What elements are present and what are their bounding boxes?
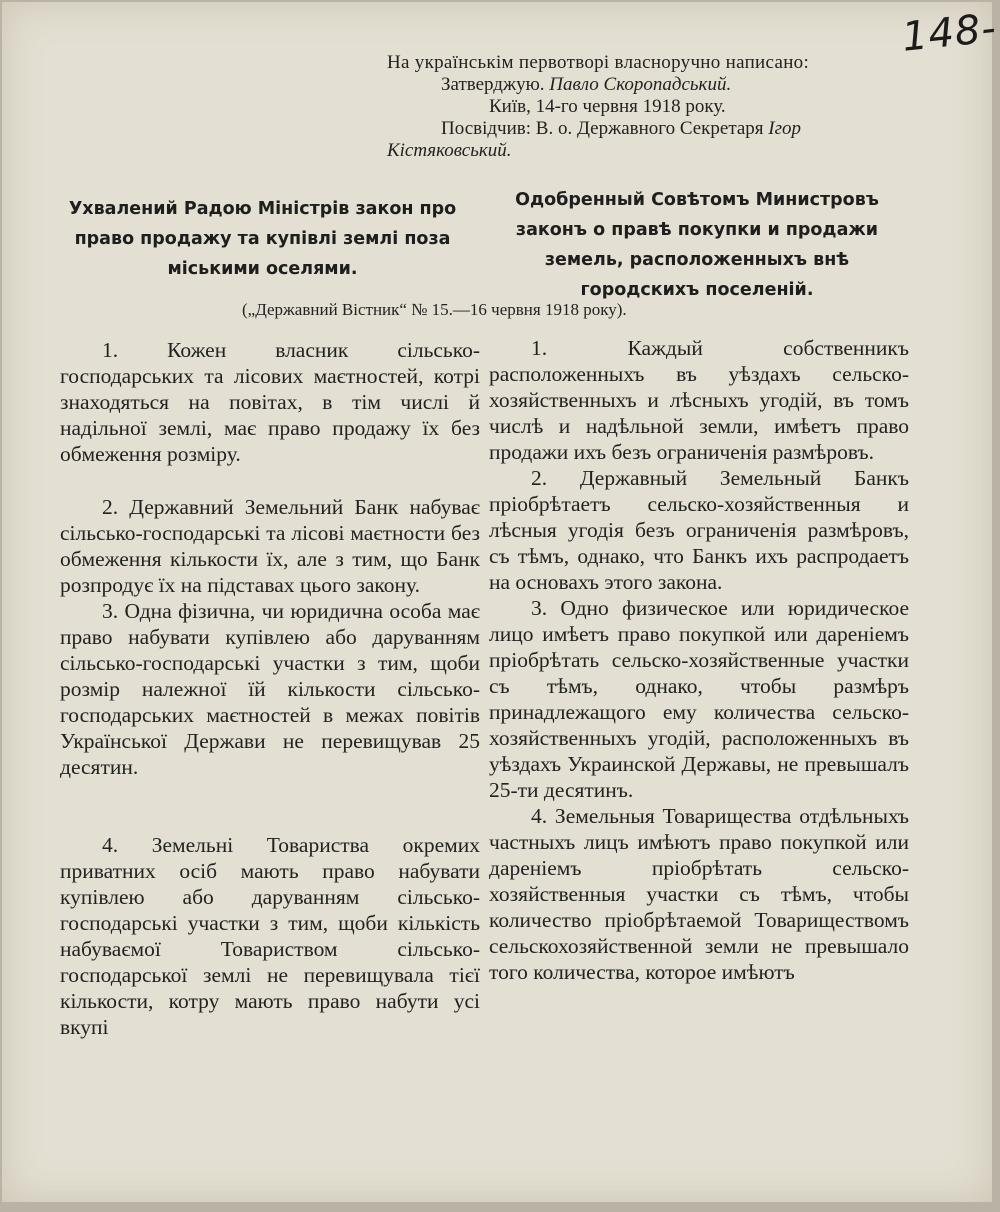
- ukrainian-paragraph-3: 3. Одна фізична, чи юридична особа має право набувати купівлею або даруванням сільсько-господарські участки з тим, щоби розмір належної їй кількости сільсько-господарських маєтностей в межах повітів Української Держави не перевищував 25 десятин.: [60, 599, 480, 779]
- certification-line: [387, 118, 907, 140]
- russian-paragraph-2: 2. Державный Земельный Банкъ пріобрѣтаетъ сельско-хозяйственныя и лѣсныя угодія безъ ограниченія размѣровъ, съ тѣмъ, однако, что Банкъ ихъ распродаетъ на основахъ этого закона.: [489, 466, 909, 594]
- ukrainian-paragraph-1: 1. Кожен власник сільсько-господарських та лісових маєтностей, котрі знаходяться на повітах, в тім числі й надільної землі, має право продажу їх без обмеження розміру.: [60, 338, 480, 466]
- approval-signature-line: [387, 74, 907, 96]
- source-citation: („Державний Вістник“ № 15.—16 червня 1918 року).: [242, 300, 627, 319]
- approval-place-date: Київ, 14-го червня 1918 року.: [489, 96, 726, 117]
- approval-note: На українськім первотворі власноручно написано:: [387, 52, 810, 73]
- russian-paragraph-4: 4. Земельныя Товарищества отдѣльныхъ частныхъ лицъ имѣютъ право покупкой или дареніемъ пріобрѣтать сельско-хозяйственныя участки съ тѣмъ, чтобы количество пріобрѣтаемой Товариществомъ сельскохозяйственной земли не превышало того количества, которое имѣютъ: [489, 804, 909, 984]
- ukrainian-column: [60, 337, 480, 1040]
- paragraph-spacer: [60, 780, 480, 832]
- approval-prefix: Затверджую.: [441, 74, 545, 95]
- ukrainian-paragraph-4: 4. Земельні Товариства окремих приватних осіб мають право набувати купівлею або даруванням сільсько-господарські участки з тим, щоби кількість набуваємої Товариством сільсько-господарської землі не перевищувала тієї кількости, котру мають право набути усі вкупі: [60, 833, 480, 1039]
- signature-skoropadsky: Павло Скоропадський.: [549, 74, 732, 95]
- handwritten-page-number: 148-: [899, 5, 999, 61]
- heading-russian: Одобренный Совѣтомъ Министровъ законъ о правѣ покупки и продажи земель, расположенныхъ внѣ городскихъ поселеній.: [515, 190, 879, 300]
- ukrainian-paragraph-2: 2. Державний Земельний Банк набуває сільсько-господарські та лісові маєтности без обмеження кількости їх, але з тим, що Банк розпродує їх на підставах цього закону.: [60, 495, 480, 597]
- certification-prefix: Посвідчив: В. о. Державного Секретаря: [441, 118, 764, 139]
- certification-surname-line: [387, 140, 907, 162]
- approval-block: [387, 52, 907, 162]
- heading-ukrainian: Ухвалений Радою Міністрів закон про право продажу та купівлі землі поза міськими оселями.: [68, 199, 457, 279]
- russian-paragraph-3: 3. Одно физическое или юридическое лицо имѣетъ право покупкой или дареніемъ пріобрѣтать сельско-хозяйственные участки съ тѣмъ, однако, чтобы размѣръ принадлежащого ему количества сельско-хозяйственныхъ угодій, расположенныхъ въ уѣздахъ Украинской Державы, не превышалъ 25-ти десятинъ.: [489, 596, 909, 802]
- document-page: [2, 2, 999, 1202]
- signature-first-name: Ігор: [768, 118, 802, 139]
- russian-paragraph-1: 1. Каждый собственникъ расположенныхъ въ уѣздахъ сельско-хозяйственныхъ и лѣсныхъ угодій, въ томъ числѣ и надѣльной земли, имѣетъ право продажи ихъ безъ ограниченія размѣровъ.: [489, 336, 909, 464]
- signature-kistiakovsky: Кістяковський.: [387, 140, 512, 161]
- paragraph-spacer: [60, 467, 480, 494]
- russian-column: [489, 335, 909, 985]
